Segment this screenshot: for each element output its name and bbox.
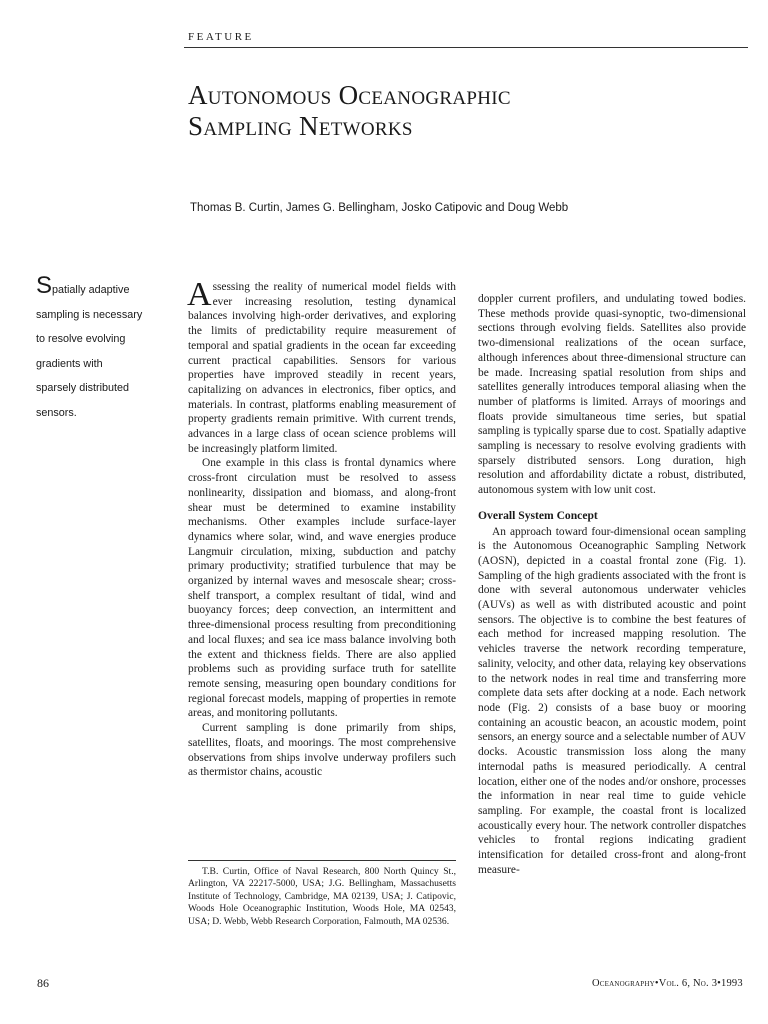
body-paragraph: One example in this class is frontal dynamics where cross-front circulation must be resolved to assess nonlinearity, dissipation and biomass, and along-front shear must be determined to examine instability mechanisms. Other examples include surface-layer dynamics where solar, wind, and wave energies produce Langmuir circulation, mixing, subduction and patchy primary productivity; stratified turbulence that may be organized by internal waves and mesoscale shear; cross-shelf transport, a complex resultant of tidal, wind and buoyancy forces; deep convection, an intermittent and three-dimensional process resulting from preconditioning and local fluxes; and sea ice mass balance involving both the extent and thickness fields. There are also applied problems such as providing surface truth for satellite remote sensing, measuring open boundary conditions for regional forecast models, mapping of properties in remote areas, and monitoring pollutants. — [188, 457, 456, 720]
body-paragraph: Current sampling is done primarily from ships, satellites, floats, and moorings. The most comprehensive observations from ships involve underway profilers such as thermistor chains, acoustic — [188, 722, 456, 779]
pull-quote — [36, 272, 166, 425]
pull-quote-dropcap: S — [36, 272, 53, 299]
section-label: FEATURE — [188, 31, 254, 43]
journal-citation: Oceanography•Vol. 6, No. 3•1993 — [592, 978, 743, 989]
pull-quote-line: sensors. — [36, 406, 77, 419]
header-rule — [184, 47, 748, 48]
pull-quote-line: sampling is necessary — [36, 308, 143, 321]
pull-quote-text: patially adaptive — [52, 284, 130, 296]
body-column-2 — [478, 292, 746, 877]
author-affiliations: T.B. Curtin, Office of Naval Research, 800 North Quincy St., Arlington, VA 22217-5000, USA; J.G. Bellingham, Massachusetts Institute of Technology, Cambridge, MA 02139, USA; J. Catipovic, Woods Hole Oceanographic Institution, Woods Hole, MA 02543, USA; D. Webb, Webb Research Corporation, Falmouth, MA 02536. — [188, 866, 456, 927]
footnote-rule — [188, 860, 456, 861]
body-column-1 — [187, 276, 456, 780]
pull-quote-line: gradients with — [36, 357, 103, 370]
page-number: 86 — [37, 976, 49, 990]
body-paragraph: doppler current profilers, and undulating towed bodies. These methods provide quasi-synoptic, two-dimensional sections through evolving fields. Satellites also provide two-dimensional realizations of the ocean surface, although inferences about three-dimensional structure can be made. Increasing spatial resolution from ships and satellites generally introduces temporal aliasing when the number of platforms is limited. Arrays of moorings and floats provide simultaneous time series, but spatial sampling is typically sparse due to cost. Spatially adaptive sampling is necessary to resolve evolving gradients with sparsely distributed sensors. Long duration, high resolution and affordability dictate a robust, distributed, autonomous system with low unit cost. — [478, 293, 746, 497]
pull-quote-line: to resolve evolving — [36, 333, 126, 345]
title-line-1: Autonomous Oceanographic — [188, 80, 511, 110]
article-title — [188, 80, 728, 142]
section-heading: Overall System Concept — [478, 508, 598, 522]
body-paragraph: An approach toward four-dimensional ocean sampling is the Autonomous Oceanographic Sampling Network (AOSN), depicted in a coastal frontal zone (Fig. 1). Sampling of the high gradients associated with the front is done with several autonomous underwater vehicles (AUVs) as well as with distributed acoustic and point sensors. The objective is to combine the best features of each method for increased mapping resolution. The vehicles traverse the network recording temperature, salinity, velocity, and other data, relaying key observations to the network nodes in real time and transferring more complete data sets after docking at a node. Each network node (Fig. 2) consists of a base buoy or mooring containing an acoustic beacon, an acoustic modem, point sensors, an energy source and a selectable number of AUV docks. Acoustic transmission loss along the many internodal paths is measured periodically. A central location, either one of the nodes and/or onshore, processes the information in near real time to guide vehicle sampling. For example, the coastal front is localized acoustically every hour. The network controller dispatches vehicles to frontal regions indicating gradient intensification for detailed cross-front and along-front measure- — [478, 525, 747, 876]
pull-quote-line — [36, 272, 166, 303]
title-line-2: Sampling Networks — [188, 111, 413, 141]
paragraph-text: ssessing the reality of numerical model fields with ever increasing resolution, testing dynamical balances involving high-order derivatives, and exploring the limits of predictability require measurement of temporal and spatial gradients in the ocean far exceeding current practical capabilities. Sensors for various properties have improved steadily in recent years, capitalizing on advances in electronics, fiber optics, and materials. In contrast, platforms enabling measurement of property gradients remain primitive. With current trends, advances in a large class of ocean science problems will be increasingly platform limited. — [188, 281, 456, 455]
author-list: Thomas B. Curtin, James G. Bellingham, Josko Catipovic and Doug Webb — [190, 202, 569, 214]
pull-quote-line: sparsely distributed — [36, 382, 130, 394]
dropcap: A — [187, 276, 212, 313]
body-paragraph — [187, 276, 456, 456]
